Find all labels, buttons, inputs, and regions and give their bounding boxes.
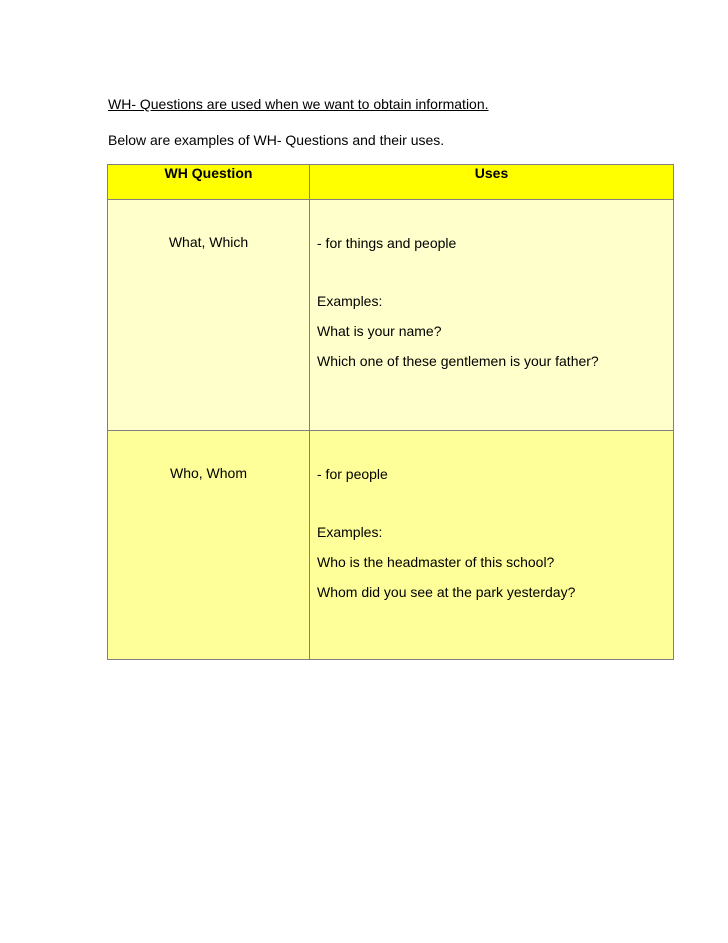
example-sentence: Who is the headmaster of this school? [317, 554, 555, 570]
table-row [108, 200, 674, 431]
use-description: - for people [317, 466, 388, 482]
example-sentence: Whom did you see at the park yesterday? [317, 584, 576, 600]
uses-cell [310, 200, 674, 431]
intro-subheading: Below are examples of WH- Questions and their uses. [108, 132, 445, 148]
header-uses: Uses [310, 165, 674, 200]
wh-questions-table [107, 164, 674, 660]
table-header-row [108, 165, 674, 200]
example-sentence: What is your name? [317, 323, 442, 339]
examples-label: Examples: [317, 524, 383, 540]
question-label: Who, Whom [169, 465, 247, 481]
table-row [108, 431, 674, 660]
header-wh-question: WH Question [108, 165, 310, 200]
examples-label: Examples: [317, 293, 383, 309]
use-description: - for things and people [317, 235, 457, 251]
example-sentence: Which one of these gentlemen is your father? [317, 353, 599, 369]
question-cell [108, 431, 310, 660]
uses-cell [310, 431, 674, 660]
question-cell [108, 200, 310, 431]
intro-heading: WH- Questions are used when we want to obtain information. [108, 96, 489, 112]
question-label: What, Which [168, 234, 249, 250]
